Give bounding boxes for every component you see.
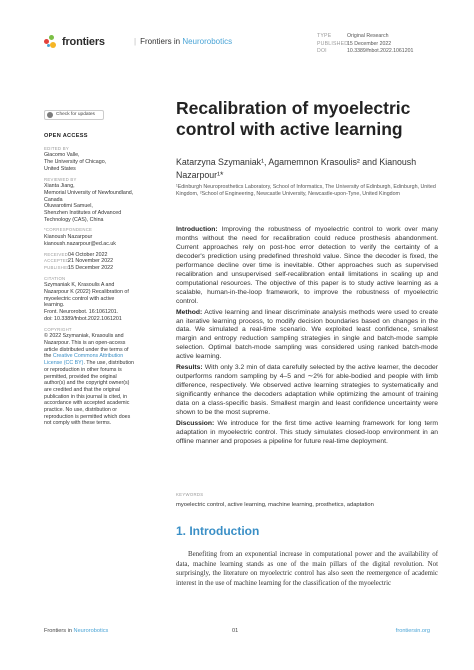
check-for-updates-button[interactable]: Check for updates — [44, 110, 104, 120]
reviewed-by-section: REVIEWED BY Xianta Jiang, Memorial University of Newfoundland, Canada Oluwarotimi Samuel, Shenzhen Institutes of Advanced Technology (CAS), China — [44, 176, 134, 223]
citation-section: CITATION Szymaniak K, Krasoulis A and Nazarpour K (2022) Recalibration of myoelectric control with active learning. Front. Neurorobot. 16:1061201. doi: 10.3389/fnbot.2022.1061201 — [44, 275, 129, 322]
keywords: myoelectric control, active learning, machine learning, prosthetics, adaptation — [176, 502, 374, 508]
abstract-introduction: Introduction: Improving the robustness of myoelectric control to work over many months without the need for recalibration could reduce prosthesis abandonment. Current approaches rely on post-hoc error detection to verify the certainty of a decoder's prediction using predefined threshold value. Since the decoder is fixed, the performance decline over time is inevitable. Other approaches such as supervised recalibration and unsupervised self-recalibration entail limitations in scaling up and computational resources. The objective of this paper is to study active learning as a scalable, human-in-the-loop framework, to improve the robustness of myoelectric control. — [176, 226, 438, 305]
article-meta — [317, 33, 413, 56]
brand-name: frontiers — [62, 36, 105, 48]
open-access-label: OPEN ACCESS — [44, 133, 88, 139]
update-check-icon — [47, 112, 53, 118]
footer-site-link[interactable]: frontiersin.org — [395, 628, 430, 634]
abstract-results: Results: With only 3.2 min of data carefully selected by the active learner, the decoder outperforms random sampling by 4–5 and ∼2% for able-bodied and people with limb difference, respectively. We observed active learning strategies to systematically and significantly enhance the decoders adaptation while optimizing the amount of training data on a class-specific basis. Smallest margin and least confidence uncertainty were shown to be the most supreme. — [176, 364, 438, 417]
license-link[interactable]: Creative Commons Attribution License (CC BY) — [44, 353, 124, 367]
edited-by-section: EDITED BY Giacomo Valle, The University of Chicago, United States — [44, 145, 107, 172]
page-footer — [44, 628, 430, 638]
meta-doi: DOI 10.3389/fnbot.2022.1061201 — [317, 48, 414, 55]
keywords-section: KEYWORDS myoelectric control, active learning, machine learning, prosthetics, adaptation — [176, 492, 438, 508]
section-heading-introduction: 1. Introduction — [176, 524, 260, 538]
journal-name[interactable]: | Frontiers in Neurorobotics — [134, 37, 233, 46]
article-title: Recalibration of myoelectric control with active learning — [176, 98, 411, 139]
abstract-discussion: Discussion: We introduce for the first time active learning framework for long term adaptation in myoelectric control. This study simulates closed-loop environment in an offline manner and proposes a pipeline for future real-time deployment. — [176, 420, 438, 445]
copyright-section: COPYRIGHT © 2022 Szymaniak, Krasoulis and Nazarpour. This is an open-access article distributed under the terms of the Creative Commons Attribution License (CC BY). The use, distribution or reproduction in other forums is permitted, provided the original author(s) and the copyright owner(s) are credited and that the original publication in this journal is cited, in accordance with accepted academic practice. No use, distribution or reproduction is permitted which does not comply with these terms. — [44, 326, 134, 427]
dates-section: RECEIVED04 October 2022 ACCEPTED21 November 2022 PUBLISHED15 December 2022 — [44, 251, 114, 271]
article-sidebar — [44, 110, 142, 431]
abstract — [176, 226, 438, 449]
meta-published: PUBLISHED15 December 2022 — [317, 40, 392, 47]
correspondence-section: *CORRESPONDENCE Kianoush Nazarpour kianoush.nazarpour@ed.ac.uk — [44, 227, 116, 247]
footer-journal[interactable]: Frontiers in Neurorobotics — [44, 628, 109, 634]
affiliations: ¹Edinburgh Neuroprosthetics Laboratory, School of Informatics, The University of Edinburgh, Edinburgh, United Kingdom, ²School of Engineering, Newcastle University, Newcastle-upon-Tyne, United Kingdom — [176, 184, 436, 197]
frontiers-logo[interactable] — [44, 35, 105, 49]
page-number: 01 — [232, 628, 239, 634]
header-divider: | — [134, 37, 137, 46]
abstract-method: Method: Active learning and linear discriminate analysis methods were used to create an iterative learning process, to modify decision boundaries based on changes in the data. We simulated a real-time scenario. We exploited least confidence, smallest margin and entropy reduction sampling strategies in single and batch-mode sample selection. Optimal batch-mode sampling was considered using ranked batch-mode active learning. — [176, 308, 438, 361]
page-header — [44, 33, 444, 57]
author-list: Katarzyna Szymaniak¹, Agamemnon Krasoulis² and Kianoush Nazarpour¹* — [176, 157, 417, 180]
introduction-text: Benefiting from an exponential increase in computational power and the availability of data, machine learning stands as one of the main pillars of the digital revolution. Not surprisingly, the literature on myoelectric control has also seen the reemergence of academic interest in the use of machine learning for the classification of the myoelectric — [176, 551, 438, 587]
meta-type: TYPE Original Research — [317, 33, 389, 39]
frontiers-logo-icon — [44, 35, 58, 49]
